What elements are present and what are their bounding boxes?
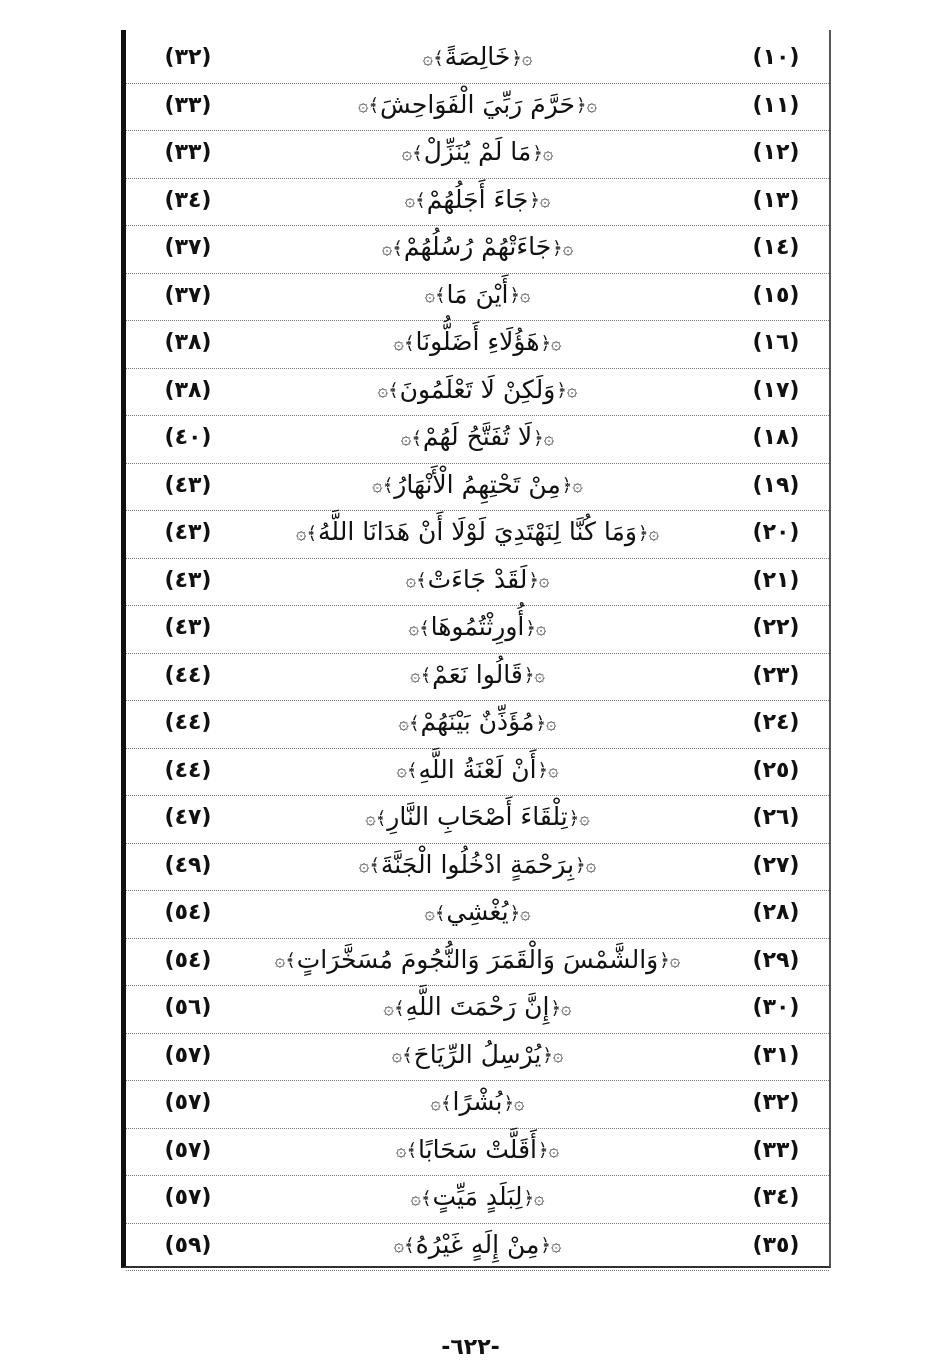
bracket-ornament-icon: ﴾۞ (401, 142, 423, 164)
row-phrase (256, 850, 699, 879)
table-row (126, 226, 829, 274)
row-phrase-text: هَؤُلَاءِ أَضَلُّونَا (415, 327, 540, 356)
row-page-reference: (٤٤) (164, 710, 212, 735)
row-phrase (256, 1182, 699, 1211)
row-number: (٢١) (752, 567, 800, 593)
bracket-ornament-icon: ﴾۞ (410, 1187, 432, 1209)
row-phrase (256, 1230, 699, 1259)
row-phrase (256, 755, 699, 784)
row-number: (٣٢) (752, 1090, 800, 1115)
bracket-ornament-icon: ۞﴿ (552, 237, 574, 259)
row-number: (١٦) (752, 330, 800, 355)
row-page-reference: (٥٧) (164, 1090, 212, 1115)
row-number: (٣٣) (752, 1137, 800, 1163)
row-phrase (256, 470, 699, 499)
bracket-ornament-icon: ۞﴿ (523, 665, 545, 686)
bracket-ornament-icon: ۞﴿ (535, 712, 557, 734)
bracket-ornament-icon: ۞﴿ (509, 902, 531, 924)
row-page-reference: (٣٨) (164, 330, 212, 355)
table-row (126, 986, 829, 1034)
row-phrase-text: وَلَكِنْ لَا تَعْلَمُونَ (399, 374, 556, 404)
row-page-reference: (٤٠) (164, 425, 212, 450)
bracket-ornament-icon: ۞﴿ (542, 1045, 564, 1066)
row-phrase-text: قَالُوا نَعَمْ (432, 659, 523, 689)
bracket-ornament-icon: ﴾۞ (405, 570, 427, 591)
row-phrase-text: بُشْرًا (452, 1087, 503, 1116)
row-phrase-text: يُغْشِي (446, 897, 509, 926)
row-phrase-text: لِبَلَدٍ مَيِّتٍ (432, 1182, 523, 1211)
row-page-reference: (٥٧) (164, 1185, 212, 1210)
row-page-reference: (٥٤) (164, 947, 212, 973)
table-row (126, 796, 829, 844)
bracket-ornament-icon: ﴾۞ (393, 1235, 415, 1256)
bracket-ornament-icon: ﴾۞ (395, 1140, 418, 1161)
bracket-ornament-icon: ﴾۞ (377, 380, 399, 401)
row-phrase-text: بِرَحْمَةٍ ادْخُلُوا الْجَنَّةَ (380, 849, 575, 879)
row-phrase-text: مِنْ تَحْتِهِمُ الْأَنْهَارُ (394, 469, 561, 499)
table-row (126, 1034, 829, 1082)
row-phrase (256, 327, 699, 356)
row-phrase (256, 897, 699, 926)
bracket-ornament-icon: ۞﴿ (575, 95, 598, 116)
row-page-reference: (٥٩) (164, 1232, 212, 1258)
bracket-ornament-icon: ﴾۞ (404, 190, 426, 211)
row-phrase (256, 802, 699, 831)
row-number: (٢٤) (752, 710, 800, 735)
row-phrase-text: مِنْ إِلَهٍ غَيْرُهُ (415, 1229, 540, 1259)
row-page-reference: (٣٣) (164, 140, 212, 165)
table-row (126, 84, 829, 132)
bracket-ornament-icon: ۞﴿ (568, 807, 590, 829)
table-row (126, 511, 829, 559)
row-page-reference: (٤٩) (164, 852, 212, 878)
row-phrase-text: مَا لَمْ يُنَزِّلْ (423, 137, 532, 166)
row-page-reference: (٤٤) (164, 757, 212, 783)
row-phrase (256, 707, 699, 736)
row-number: (٣٠) (752, 995, 800, 1020)
table-row (126, 36, 829, 84)
row-phrase (256, 1087, 699, 1116)
row-number: (٢٧) (752, 852, 800, 878)
row-number: (٢٢) (752, 615, 800, 640)
table-row (126, 844, 829, 892)
row-number: (١٥) (752, 282, 800, 308)
bracket-ornament-icon: ﴾۞ (430, 1092, 452, 1114)
row-number: (١٢) (752, 140, 800, 165)
bracket-ornament-icon: ﴾۞ (398, 712, 420, 734)
row-page-reference: (٥٧) (164, 1137, 212, 1163)
table-row (126, 1081, 829, 1129)
row-number: (١٣) (752, 187, 800, 213)
bracket-ornament-icon: ﴾۞ (358, 855, 380, 876)
bracket-ornament-icon: ۞﴿ (540, 1235, 562, 1256)
row-phrase-text: لَقَدْ جَاءَتْ (427, 564, 528, 594)
table-row (126, 701, 829, 749)
row-phrase (256, 185, 699, 214)
row-number: (١٩) (752, 472, 800, 498)
row-phrase-text: وَالشَّمْسَ وَالْقَمَرَ وَالنُّجُومَ مُسَخَّرَاتٍ (296, 944, 659, 974)
row-page-reference: (٤٧) (164, 805, 212, 830)
row-phrase-text: أَقَلَّتْ سَحَابًا (418, 1134, 537, 1164)
row-phrase (256, 660, 699, 689)
row-phrase (256, 612, 699, 641)
bracket-ornament-icon: ۞﴿ (575, 855, 597, 876)
bracket-ornament-icon: ۞﴿ (532, 142, 554, 164)
table-row (126, 321, 829, 369)
row-phrase (256, 945, 699, 974)
row-phrase (256, 232, 699, 261)
row-number: (٢٥) (752, 757, 800, 783)
bracket-ornament-icon: ﴾۞ (424, 285, 446, 306)
table-row (126, 179, 829, 227)
table-row (126, 1176, 829, 1224)
row-phrase-text: أُورِثْتُمُوهَا (430, 612, 525, 641)
bracket-ornament-icon: ﴾۞ (381, 237, 403, 259)
bracket-ornament-icon: ۞﴿ (540, 332, 562, 354)
row-phrase (256, 422, 699, 451)
bracket-ornament-icon: ۞﴿ (537, 1140, 560, 1161)
bracket-ornament-icon: ۞﴿ (537, 760, 559, 781)
row-number: (١٤) (752, 235, 800, 260)
row-number: (٢٦) (752, 805, 800, 830)
row-phrase-text: يُرْسِلُ الرِّيَاحَ (413, 1039, 542, 1069)
bracket-ornament-icon: ﴾۞ (422, 47, 444, 69)
row-page-reference: (٥٤) (164, 900, 212, 925)
index-table (126, 36, 829, 1271)
row-page-reference: (٥٧) (164, 1042, 212, 1068)
row-phrase-text: تِلْقَاءَ أَصْحَابِ النَّارِ (387, 802, 568, 831)
row-number: (٢٩) (752, 947, 800, 973)
row-phrase (256, 137, 699, 166)
bracket-ornament-icon: ﴾۞ (424, 902, 446, 924)
bracket-ornament-icon: ﴾۞ (295, 522, 318, 544)
row-phrase (256, 375, 699, 404)
row-page-reference: (٣٤) (164, 187, 212, 213)
bracket-ornament-icon: ۞﴿ (637, 522, 660, 544)
table-row (126, 939, 829, 987)
bracket-ornament-icon: ۞﴿ (511, 47, 533, 69)
bracket-ornament-icon: ۞﴿ (561, 475, 583, 496)
row-number: (٢٣) (752, 662, 800, 688)
row-page-reference: (٣٣) (164, 92, 212, 118)
bracket-ornament-icon: ﴾۞ (391, 1045, 413, 1066)
row-number: (٢٨) (752, 900, 800, 925)
row-page-reference: (٤٣) (164, 567, 212, 593)
row-phrase-text: حَرَّمَ رَبِّيَ الْفَوَاحِشَ (380, 89, 575, 119)
row-number: (٢٠) (752, 520, 800, 545)
row-page-reference: (٤٣) (164, 472, 212, 498)
row-number: (٣١) (752, 1042, 800, 1068)
row-phrase (256, 992, 699, 1021)
row-phrase (256, 1040, 699, 1069)
bracket-ornament-icon: ۞﴿ (550, 997, 572, 1019)
row-phrase-text: لَا تُفَتَّحُ لَهُمْ (422, 422, 533, 451)
bracket-ornament-icon: ۞﴿ (523, 1187, 545, 1209)
bracket-ornament-icon: ۞﴿ (556, 380, 578, 401)
bracket-ornament-icon: ۞﴿ (659, 950, 681, 971)
table-row (126, 891, 829, 939)
bracket-ornament-icon: ﴾۞ (365, 807, 387, 829)
table-row (126, 654, 829, 702)
row-phrase-text: خَالِصَةً (444, 42, 511, 71)
bracket-ornament-icon: ﴾۞ (408, 617, 430, 639)
bracket-ornament-icon: ﴾۞ (410, 665, 432, 686)
row-number: (١١) (752, 92, 800, 118)
row-phrase (256, 42, 699, 71)
row-page-reference: (٤٣) (164, 615, 212, 640)
bracket-ornament-icon: ۞﴿ (509, 285, 531, 306)
bracket-ornament-icon: ﴾۞ (274, 950, 296, 971)
row-phrase (256, 1135, 699, 1164)
table-row (126, 274, 829, 322)
bracket-ornament-icon: ﴾۞ (396, 760, 418, 781)
bracket-ornament-icon: ﴾۞ (372, 475, 394, 496)
table-row (126, 1224, 829, 1272)
row-page-reference: (٣٧) (164, 282, 212, 308)
row-page-reference: (٤٣) (164, 520, 212, 545)
table-row (126, 464, 829, 512)
table-row (126, 606, 829, 654)
row-phrase-text: وَمَا كُنَّا لِنَهْتَدِيَ لَوْلَا أَنْ هَدَانَا اللَّهُ (318, 517, 637, 546)
row-number: (٣٥) (752, 1232, 800, 1258)
row-number: (١٨) (752, 425, 800, 450)
row-page-reference: (٥٦) (164, 995, 212, 1020)
bracket-ornament-icon: ۞﴿ (533, 427, 555, 449)
row-page-reference: (٣٢) (164, 45, 212, 70)
row-number: (٣٤) (752, 1185, 800, 1210)
row-number: (١٠) (752, 45, 800, 70)
page-number: -٦٢٢- (441, 1335, 500, 1360)
bracket-ornament-icon: ۞﴿ (528, 570, 550, 591)
bracket-ornament-icon: ﴾۞ (357, 95, 380, 116)
table-row (126, 369, 829, 417)
row-phrase (256, 565, 699, 594)
row-page-reference: (٣٨) (164, 377, 212, 403)
bracket-ornament-icon: ۞﴿ (529, 190, 551, 211)
row-phrase-text: أَيْنَ مَا (446, 279, 509, 309)
row-page-reference: (٤٤) (164, 662, 212, 688)
row-phrase-text: جَاءَ أَجَلُهُمْ (426, 184, 529, 214)
row-phrase-text: مُؤَذِّنٌ بَيْنَهُمْ (420, 707, 535, 736)
table-row (126, 749, 829, 797)
bracket-ornament-icon: ۞﴿ (525, 617, 547, 639)
table-row (126, 416, 829, 464)
table-row (126, 131, 829, 179)
row-phrase-text: أَنْ لَعْنَةُ اللَّهِ (418, 754, 537, 784)
row-phrase (256, 280, 699, 309)
bracket-ornament-icon: ﴾۞ (393, 332, 415, 354)
bracket-ornament-icon: ﴾۞ (383, 997, 405, 1019)
bracket-ornament-icon: ۞﴿ (503, 1092, 525, 1114)
row-phrase (256, 90, 699, 119)
row-number: (١٧) (752, 377, 800, 403)
row-phrase-text: جَاءَتْهُمْ رُسُلُهُمْ (403, 232, 552, 261)
table-row (126, 559, 829, 607)
row-phrase (256, 517, 699, 546)
table-row (126, 1129, 829, 1177)
bracket-ornament-icon: ﴾۞ (400, 427, 422, 449)
row-page-reference: (٣٧) (164, 235, 212, 260)
row-phrase-text: إِنَّ رَحْمَتَ اللَّهِ (405, 992, 550, 1021)
